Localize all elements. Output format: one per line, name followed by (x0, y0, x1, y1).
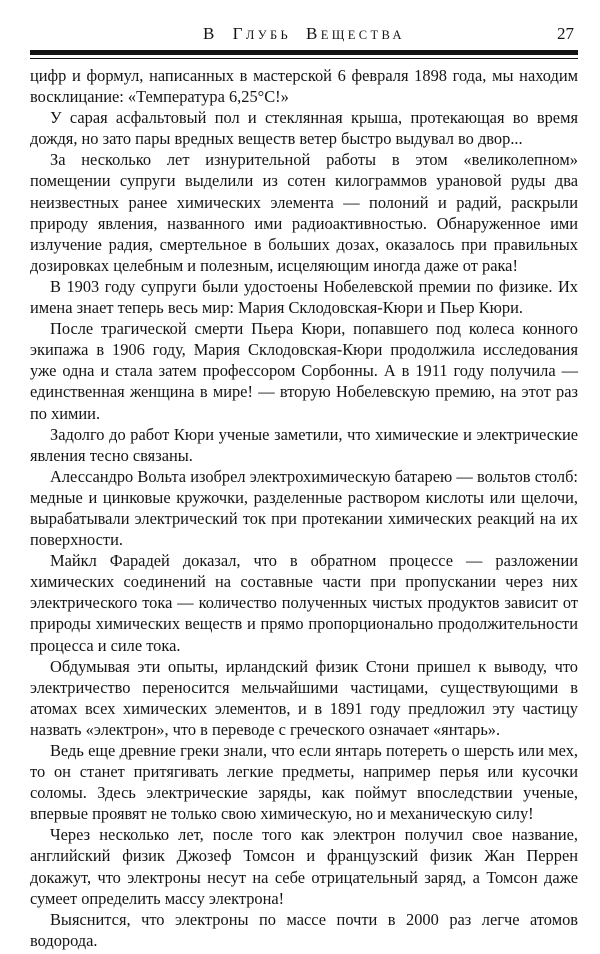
page-number: 27 (557, 24, 574, 43)
paragraph: У сарая асфальтовый пол и стеклянная крыша, протекающая во время дождя, но зато пары вредных веществ ветер быстро выдувал во двор... (30, 108, 578, 149)
paragraph: За несколько лет изнурительной работы в этом «великолепном» помещении супруги выделили из сотен килограммов урановой руды два неизвестных ранее химических элемента — полоний и радий, раскрыли природу явления, названного ими радиоактивностью. Обнаруженное ими излучение радия, смертельное в больших дозах, оказалось при правильных дозировках целебным и полезным, исцеляющим иногда даже от рака! (30, 150, 578, 275)
header-rule-thick (30, 50, 578, 55)
header-rule-thin (30, 58, 578, 59)
paragraph: Задолго до работ Кюри ученые заметили, что химические и электрические явления тесно связаны. (30, 424, 578, 465)
paragraph: Обдумывая эти опыты, ирландский физик Стони пришел к выводу, что электричество переносится мельчайшими частицами, существующими в атомах всех химических элементов, и в 1891 году предложил эту частицу назвать «электрон», что в переводе с греческого означает «янтарь». (30, 656, 578, 739)
paragraph: цифр и формул, написанных в мастерской 6 февраля 1898 года, мы находим восклицание: «Температура 6,25°С!» (30, 66, 578, 107)
running-title: В ГЛУБЬ ВЕЩЕСТВА (203, 24, 405, 43)
paragraph: В 1903 году супруги были удостоены Нобелевской премии по физике. Их имена знает теперь весь мир: Мария Склодовская-Кюри и Пьер Кюри. (30, 276, 578, 318)
paragraph: Через несколько лет, после того как электрон получил свое название, английский физик Джозеф Томсон и французский физик Жан Перрен докажут, что электроны несут на себе отрицательный заряд, а Томсон даже сумеет определить массу электрона! (30, 825, 578, 908)
book-page (30, 0, 578, 954)
paragraph: Майкл Фарадей доказал, что в обратном процессе — разложении химических соединений на составные части при пропускании через них электрического тока — количество полученных чистых продуктов зависит от природы химических веществ и прямо пропорционально продолжительности процесса и силе тока. (30, 551, 578, 655)
paragraph: Ведь еще древние греки знали, что если янтарь потереть о шерсть или мех, то он станет притягивать легкие предметы, например перья или кусочки соломы. Здесь электрические заряды, как поймут впоследствии ученые, впервые проявят не только свою химическую, но и механическую силу! (30, 741, 578, 824)
paragraph: После трагической смерти Пьера Кюри, попавшего под колеса конного экипажа в 1906 году, Мария Склодовская-Кюри продолжила исследования уже одна и стала затем профессором Сорбонны. А в 1911 году получила — единственная женщина в мире! — вторую Нобелевскую премию, на этот раз по химии. (30, 319, 578, 423)
paragraph: Выяснится, что электроны по массе почти в 2000 раз легче атомов водорода. (30, 909, 578, 950)
paragraph: Алессандро Вольта изобрел электрохимическую батарею — вольтов столб: медные и цинковые кружочки, разделенные раствором кислоты или щелочи, вырабатывали электрический ток при протекании химических реакций на их поверхности. (30, 466, 578, 550)
running-head (30, 22, 578, 46)
body-text (30, 65, 578, 951)
